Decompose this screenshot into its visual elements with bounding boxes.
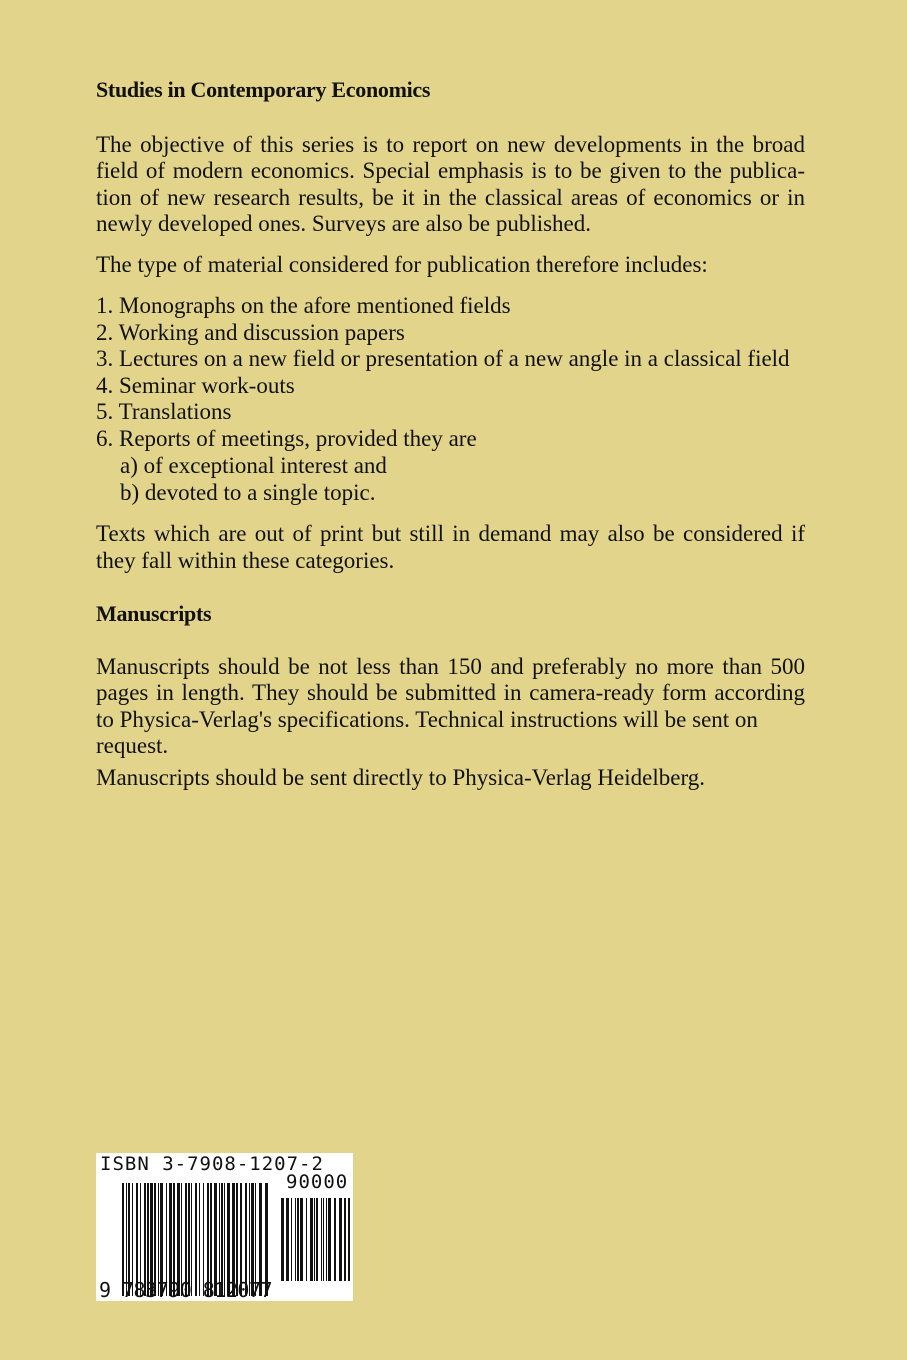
barcode-bar [314, 1198, 315, 1281]
manuscripts-line: to Physica-Verlag's specifications. Technical instructions will be sent on [96, 707, 758, 732]
manuscripts-line: Manuscripts should be not less than 150 and preferably no more than 500 [96, 654, 805, 679]
barcode-bar [295, 1198, 296, 1281]
intro-line: field of modern economics. Special emphasis is to be given to the publica- [96, 158, 805, 183]
intro-line: newly developed ones. Surveys are also be published. [96, 211, 592, 236]
manuscripts-line: pages in length. They should be submitted in camera-ready form according [96, 680, 805, 705]
barcode-bar [344, 1198, 346, 1281]
barcode-bar [297, 1198, 299, 1281]
list-item: 2. Working and discussion papers [96, 320, 405, 345]
barcode-bar [300, 1198, 303, 1281]
barcode-digits: 783790 812077 [122, 1278, 273, 1302]
out-of-print-line: Texts which are out of print but still in demand may also be considered if [96, 521, 805, 546]
barcode-bar [316, 1198, 318, 1281]
addon-digits: 90000 [286, 1171, 349, 1193]
list-item: 4. Seminar work-outs [96, 373, 295, 398]
series-title: Studies in Contemporary Economics [96, 77, 431, 102]
barcode-bar [291, 1198, 292, 1281]
barcode-bar [328, 1198, 331, 1281]
barcode-first-digit: 9 [99, 1278, 112, 1302]
barcode-bar [306, 1198, 307, 1281]
isbn-label: ISBN 3-7908-1207-2 [100, 1153, 324, 1175]
barcode-bar [281, 1198, 284, 1281]
list-item: 3. Lectures on a new field or presentation of a new angle in a classical field [96, 346, 790, 371]
barcode-bar [339, 1198, 342, 1281]
barcode-bar [286, 1198, 289, 1281]
material-intro: The type of material considered for publication therefore includes: [96, 252, 708, 277]
sub-item: b) devoted to a single topic. [120, 480, 376, 505]
manuscripts-heading: Manuscripts [96, 601, 212, 626]
barcode-bar [326, 1198, 327, 1281]
manuscripts-line: request. [96, 733, 169, 758]
barcode-bar [334, 1198, 336, 1281]
out-of-print-line: they fall within these categories. [96, 548, 395, 573]
list-item: 5. Translations [96, 399, 232, 424]
barcode-bar [323, 1198, 324, 1281]
list-item: 1. Monographs on the afore mentioned fields [96, 293, 511, 318]
intro-line: tion of new research results, be it in the classical areas of economics or in [96, 185, 805, 210]
list-item: 6. Reports of meetings, provided they are [96, 426, 477, 451]
manuscripts-line: Manuscripts should be sent directly to Physica-Verlag Heidelberg. [96, 765, 705, 790]
barcode-bar [310, 1198, 313, 1281]
barcode-bar [348, 1198, 350, 1281]
barcode-bar [321, 1198, 322, 1281]
isbn-barcode [96, 1153, 353, 1301]
sub-item: a) of exceptional interest and [120, 453, 387, 478]
intro-line: The objective of this series is to report on new developments in the broad [96, 132, 805, 157]
